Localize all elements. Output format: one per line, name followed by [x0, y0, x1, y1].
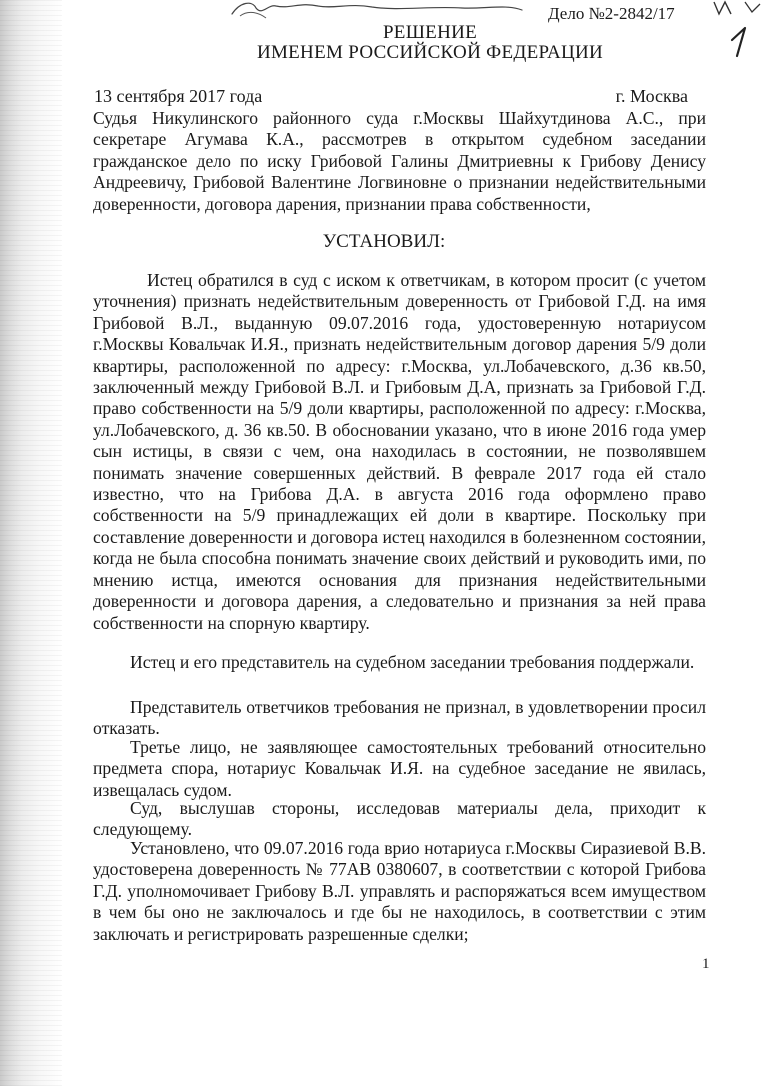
decision-date: 13 сентября 2017 года: [94, 86, 263, 106]
intro-text: Судья Никулинского районного суда г.Москвы Шайхутдинова А.С., при секретаре Агумава К.А., рассмотрев в открытом судебном заседании гражданское дело по иску Грибовой Галины Дмитриевны к Грибову Денису Андреевичу, Грибовой Валентине Логвиновне о признании недействительными доверенности, договора дарения, признании права собственности,: [93, 108, 706, 214]
document-subtitle: ИМЕНЕМ РОССИЙСКОЙ ФЕДЕРАЦИИ: [256, 42, 604, 63]
paragraph-text: Установлено, что 09.07.2016 года врио нотариуса г.Москвы Сиразиевой В.В. удостоверена доверенность № 77АВ 0380607, в соответствии с которой Грибова Г.Д. уполномочивает Грибову В.Л. управлять и распоряжаться всем имуществом в чем бы оно не заключалось и где бы не находилось, в соответствии с этим заключать и регистрировать разрешенные сделки;: [93, 838, 706, 944]
body-paragraph: [93, 697, 706, 740]
body-paragraph: [93, 737, 706, 801]
intro-paragraph: [93, 108, 706, 215]
paragraph-text: Представитель ответчиков требования не признал, в удовлетворении просил отказать.: [93, 697, 706, 739]
decision-city: г. Москва: [615, 86, 688, 106]
scan-shadow-edge: [0, 0, 62, 1086]
handwritten-scribble: [232, 3, 522, 14]
body-paragraph: [93, 270, 706, 634]
paragraph-text: Третье лицо, не заявляющее самостоятельных требований относительно предмета спора, нотариус Ковальчак И.Я. на судебное заседание не явилась, извещалась судом.: [93, 737, 706, 800]
page-number: 1: [702, 956, 710, 972]
section-heading: УСТАНОВИЛ:: [322, 231, 446, 252]
paragraph-text: Истец и его представитель на судебном заседании требования поддержали.: [130, 652, 695, 672]
handwritten-scribble: [240, 12, 266, 18]
handwritten-scribble: [745, 2, 760, 12]
handwritten-scribble: [714, 2, 731, 14]
body-paragraph: [93, 798, 706, 841]
paragraph-text: Суд, выслушав стороны, исследовав материалы дела, приходит к следующему.: [93, 798, 706, 840]
body-paragraph: [93, 838, 706, 945]
body-paragraph: [93, 652, 706, 673]
case-number: Дело №2-2842/17: [548, 4, 675, 23]
date-line: [94, 86, 688, 107]
document-title: РЕШЕНИЕ: [382, 22, 478, 43]
paragraph-text: Истец обратился в суд с иском к ответчикам, в котором просит (с учетом уточнения) признать недействительным доверенность от Грибовой Г.Д. на имя Грибовой В.Л., выданную 09.07.2016 года, удостоверенную нотариусом г.Москвы Ковальчак И.Я., признать недействительным договор дарения 5/9 доли квартиры, расположенной по адресу: г.Москва, ул.Лобачевского, д.36 кв.50, заключенный между Грибовой В.Л. и Грибовым Д.А, признать за Грибовой Г.Д. право собственности на 5/9 доли квартиры, расположенной по адресу: г.Москва, ул.Лобачевского, д. 36 кв.50. В обосновании указано, что в июне 2016 года умер сын истицы, в связи с чем, она находилась в состоянии, не позволявшем понимать значение совершенных действий. В феврале 2017 года ей стало известно, что на Грибова Д.А. в августа 2016 года оформлено право собственности на 5/9 принадлежащих ей доли в квартире. Поскольку при составление доверенности и договора истец находился в болезненном состоянии, когда не была способна понимать значение своих действий и руководить ими, по мнению истца, имеются основания для признания недействительными доверенности и договора дарения, а следовательно и признания за ней права собственности на спорную квартиру.: [93, 270, 706, 633]
